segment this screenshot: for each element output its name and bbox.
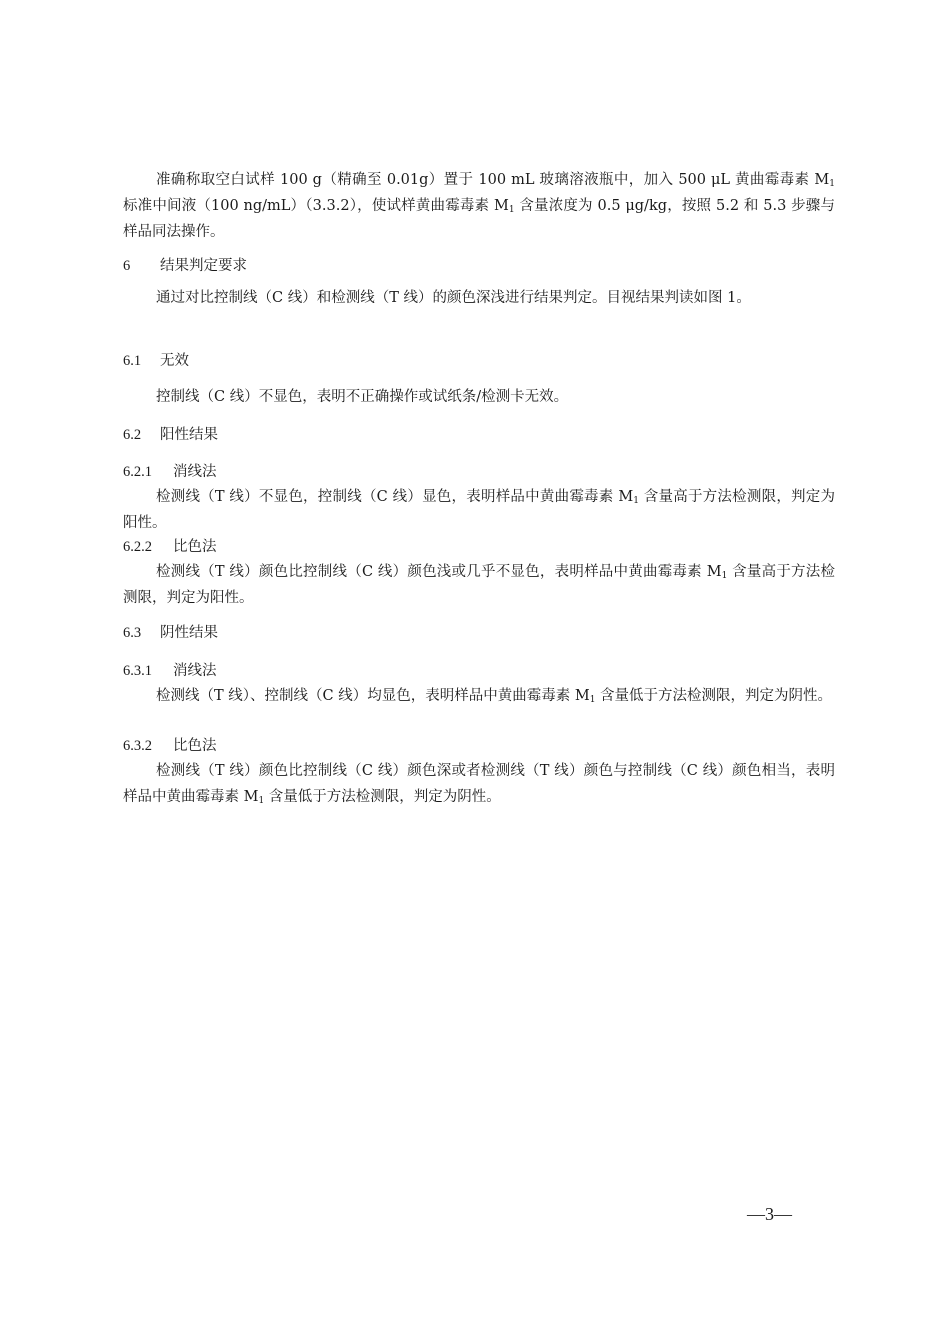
section-6-3-2-paragraph xyxy=(123,758,835,810)
section-6-2-1-paragraph xyxy=(123,484,835,536)
paragraph-text-b: 含量高于方法检测限，判定为阳性。 xyxy=(123,564,836,606)
subsection-title: 消线法 xyxy=(173,464,217,480)
subscript: 1 xyxy=(589,695,596,705)
intro-paragraph xyxy=(123,167,835,245)
section-number: 6.1 xyxy=(123,353,142,369)
subsection-number: 6.3.2 xyxy=(123,738,152,754)
section-number: 6.3 xyxy=(123,625,142,641)
section-number: 6.2 xyxy=(123,427,142,443)
paragraph-text-b: 含量低于方法检测限，判定为阴性。 xyxy=(595,688,833,704)
page-number: —3— xyxy=(747,1204,792,1224)
section-6-3-1-paragraph xyxy=(123,683,835,709)
paragraph-text-a: 检测线（T 线）颜色比控制线（C 线）颜色深或者检测线（T 线）颜色与控制线（C 线）颜色相当，表明样品中黄曲霉毒素 M xyxy=(123,763,835,805)
paragraph-text-a: 检测线（T 线）颜色比控制线（C 线）颜色浅或几乎不显色，表明样品中黄曲霉毒素 M xyxy=(156,564,722,580)
section-6-1-paragraph: 控制线（C 线）不显色，表明不正确操作或试纸条/检测卡无效。 xyxy=(156,389,569,405)
section-title: 阴性结果 xyxy=(160,625,218,641)
section-number: 6 xyxy=(123,258,131,274)
subsection-title: 比色法 xyxy=(173,738,217,754)
section-title: 阳性结果 xyxy=(160,427,218,443)
section-6-1-heading xyxy=(123,350,189,372)
subsection-title: 比色法 xyxy=(173,539,217,555)
section-6-2-2-paragraph xyxy=(123,559,835,611)
paragraph-text-b: 含量低于方法检测限，判定为阴性。 xyxy=(264,789,501,805)
section-6-3-1-heading xyxy=(123,660,217,682)
intro-text-a: 准确称取空白试样 100 g（精确至 0.01g）置于 100 mL 玻璃溶液瓶中，加入 500 μL 黄曲霉毒素 M xyxy=(156,172,830,188)
subscript: 1 xyxy=(258,796,265,806)
section-6-2-heading xyxy=(123,424,218,446)
section-title: 无效 xyxy=(160,353,189,369)
subscript: 1 xyxy=(829,179,835,189)
section-6-paragraph: 通过对比控制线（C 线）和检测线（T 线）的颜色深浅进行结果判定。目视结果判读如图 1。 xyxy=(156,290,751,306)
intro-text-b: 标准中间液（100 ng/mL）（3.3.2），使试样黄曲霉毒素 M xyxy=(123,198,509,214)
subscript: 1 xyxy=(721,571,728,581)
paragraph-text-b: 含量高于方法检测限，判定为阳性。 xyxy=(123,489,835,531)
paragraph-text-a: 检测线（T 线）不显色，控制线（C 线）显色，表明样品中黄曲霉毒素 M xyxy=(156,489,634,505)
section-6-heading xyxy=(123,255,247,277)
subsection-title: 消线法 xyxy=(173,663,217,679)
subsection-number: 6.3.1 xyxy=(123,663,152,679)
subscript: 1 xyxy=(508,205,515,215)
section-6-3-heading xyxy=(123,622,218,644)
section-6-3-2-heading xyxy=(123,735,217,757)
paragraph-text-a: 检测线（T 线）、控制线（C 线）均显色，表明样品中黄曲霉毒素 M xyxy=(156,688,590,704)
intro-text-c: 含量浓度为 0.5 μg/kg，按照 5.2 和 5.3 步骤与样品同法操作。 xyxy=(123,198,835,240)
section-6-2-2-heading xyxy=(123,536,217,558)
subscript: 1 xyxy=(633,496,639,506)
subsection-number: 6.2.1 xyxy=(123,464,152,480)
subsection-number: 6.2.2 xyxy=(123,539,152,555)
section-6-2-1-heading xyxy=(123,461,217,483)
section-title: 结果判定要求 xyxy=(160,258,247,274)
